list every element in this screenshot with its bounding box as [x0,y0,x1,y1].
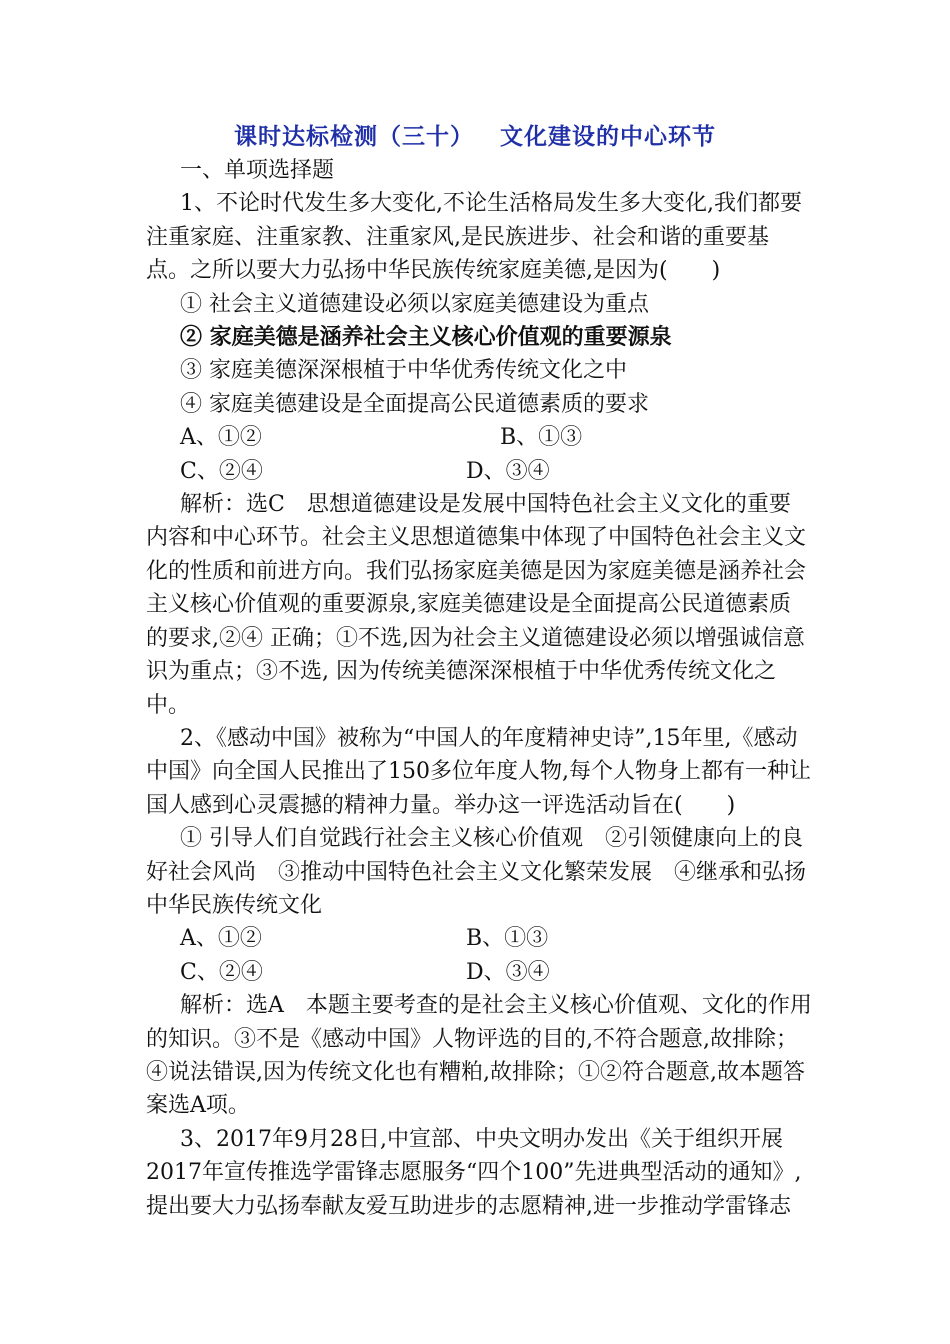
q2-options-row-2 [146,956,812,989]
q2-stem: 2、《感动中国》被称为“中国人的年度精神史诗”,15年里,《感动中国》向全国人民推出了150多位年度人物,每个人物身上都有一种让国人感到心灵震撼的精神力量。举办这一评选活动旨在( ) [146,725,811,818]
q2-option-c[interactable]: C、②④ [180,959,263,985]
q1-item-2: ② 家庭美德是涵养社会主义核心价值观的重要源泉 [180,324,672,351]
q1-item-1: ① 社会主义道德建设必须以家庭美德建设为重点 [180,291,649,317]
q1-options-row-1 [146,421,812,454]
q2-items: ① 引导人们自觉践行社会主义核心价值观 ②引领健康向上的良好社会风尚 ③推动中国特色社会主义文化繁荣发展 ④继承和弘扬中华民族传统文化 [146,826,807,918]
q1-option-d[interactable]: D、③④ [466,458,550,484]
section-heading: 一、单项选择题 [180,158,335,183]
q1-option-a[interactable]: A、①② [180,425,262,451]
q1-item-4: ④ 家庭美德建设是全面提高公民道德素质的要求 [180,391,649,417]
q1-option-b[interactable]: B、①③ [500,425,583,451]
q2-option-d[interactable]: D、③④ [466,959,550,985]
q2-options-row-1 [146,922,812,955]
title-left: 课时达标检测（三十） [234,123,474,150]
title-right: 文化建设的中心环节 [500,123,716,150]
q3-stem: 3、2017年9月28日,中宣部、中央文明办发出《关于组织开展2017年宣传推选学雷锋志愿服务“四个100”先进典型活动的通知》,提出要大力弘扬奉献友爱互助进步的志愿精神,进一步推动学雷锋志 [146,1126,802,1219]
q1-option-c[interactable]: C、②④ [180,458,263,484]
q1-item-3: ③ 家庭美德深深根植于中华优秀传统文化之中 [180,358,627,384]
q2-option-b[interactable]: B、①③ [466,926,549,952]
q1-stem: 1、不论时代发生多大变化,不论生活格局发生多大变化,我们都要注重家庭、注重家教、注重家风,是民族进步、社会和谐的重要基点。之所以要大力弘扬中华民族传统家庭美德,是因为( ) [146,191,802,284]
q1-options-row-2 [146,455,812,488]
q2-option-a[interactable]: A、①② [180,926,262,952]
page-title [0,118,950,151]
q2-analysis: 解析：选A 本题主要考查的是社会主义核心价值观、文化的作用的知识。③不是《感动中国》人物评选的目的,不符合题意,故排除；④说法错误,因为传统文化也有糟粕,故排除；①②符合题意,故本题答案选A项。 [146,993,812,1119]
q1-analysis: 解析：选C 思想道德建设是发展中国特色社会主义文化的重要内容和中心环节。社会主义思想道德集中体现了中国特色社会主义文化的性质和前进方向。我们弘扬家庭美德是因为家庭美德是涵养社会主义核心价值观的重要源泉,家庭美德建设是全面提高公民道德素质的要求,②④ 正确；①不选,因为社会主义道德建设必须以增强诚信意识为重点；③不选, 因为传统美德深深根植于中华优秀传统文化之中。 [146,492,807,718]
document-body [146,154,812,1223]
